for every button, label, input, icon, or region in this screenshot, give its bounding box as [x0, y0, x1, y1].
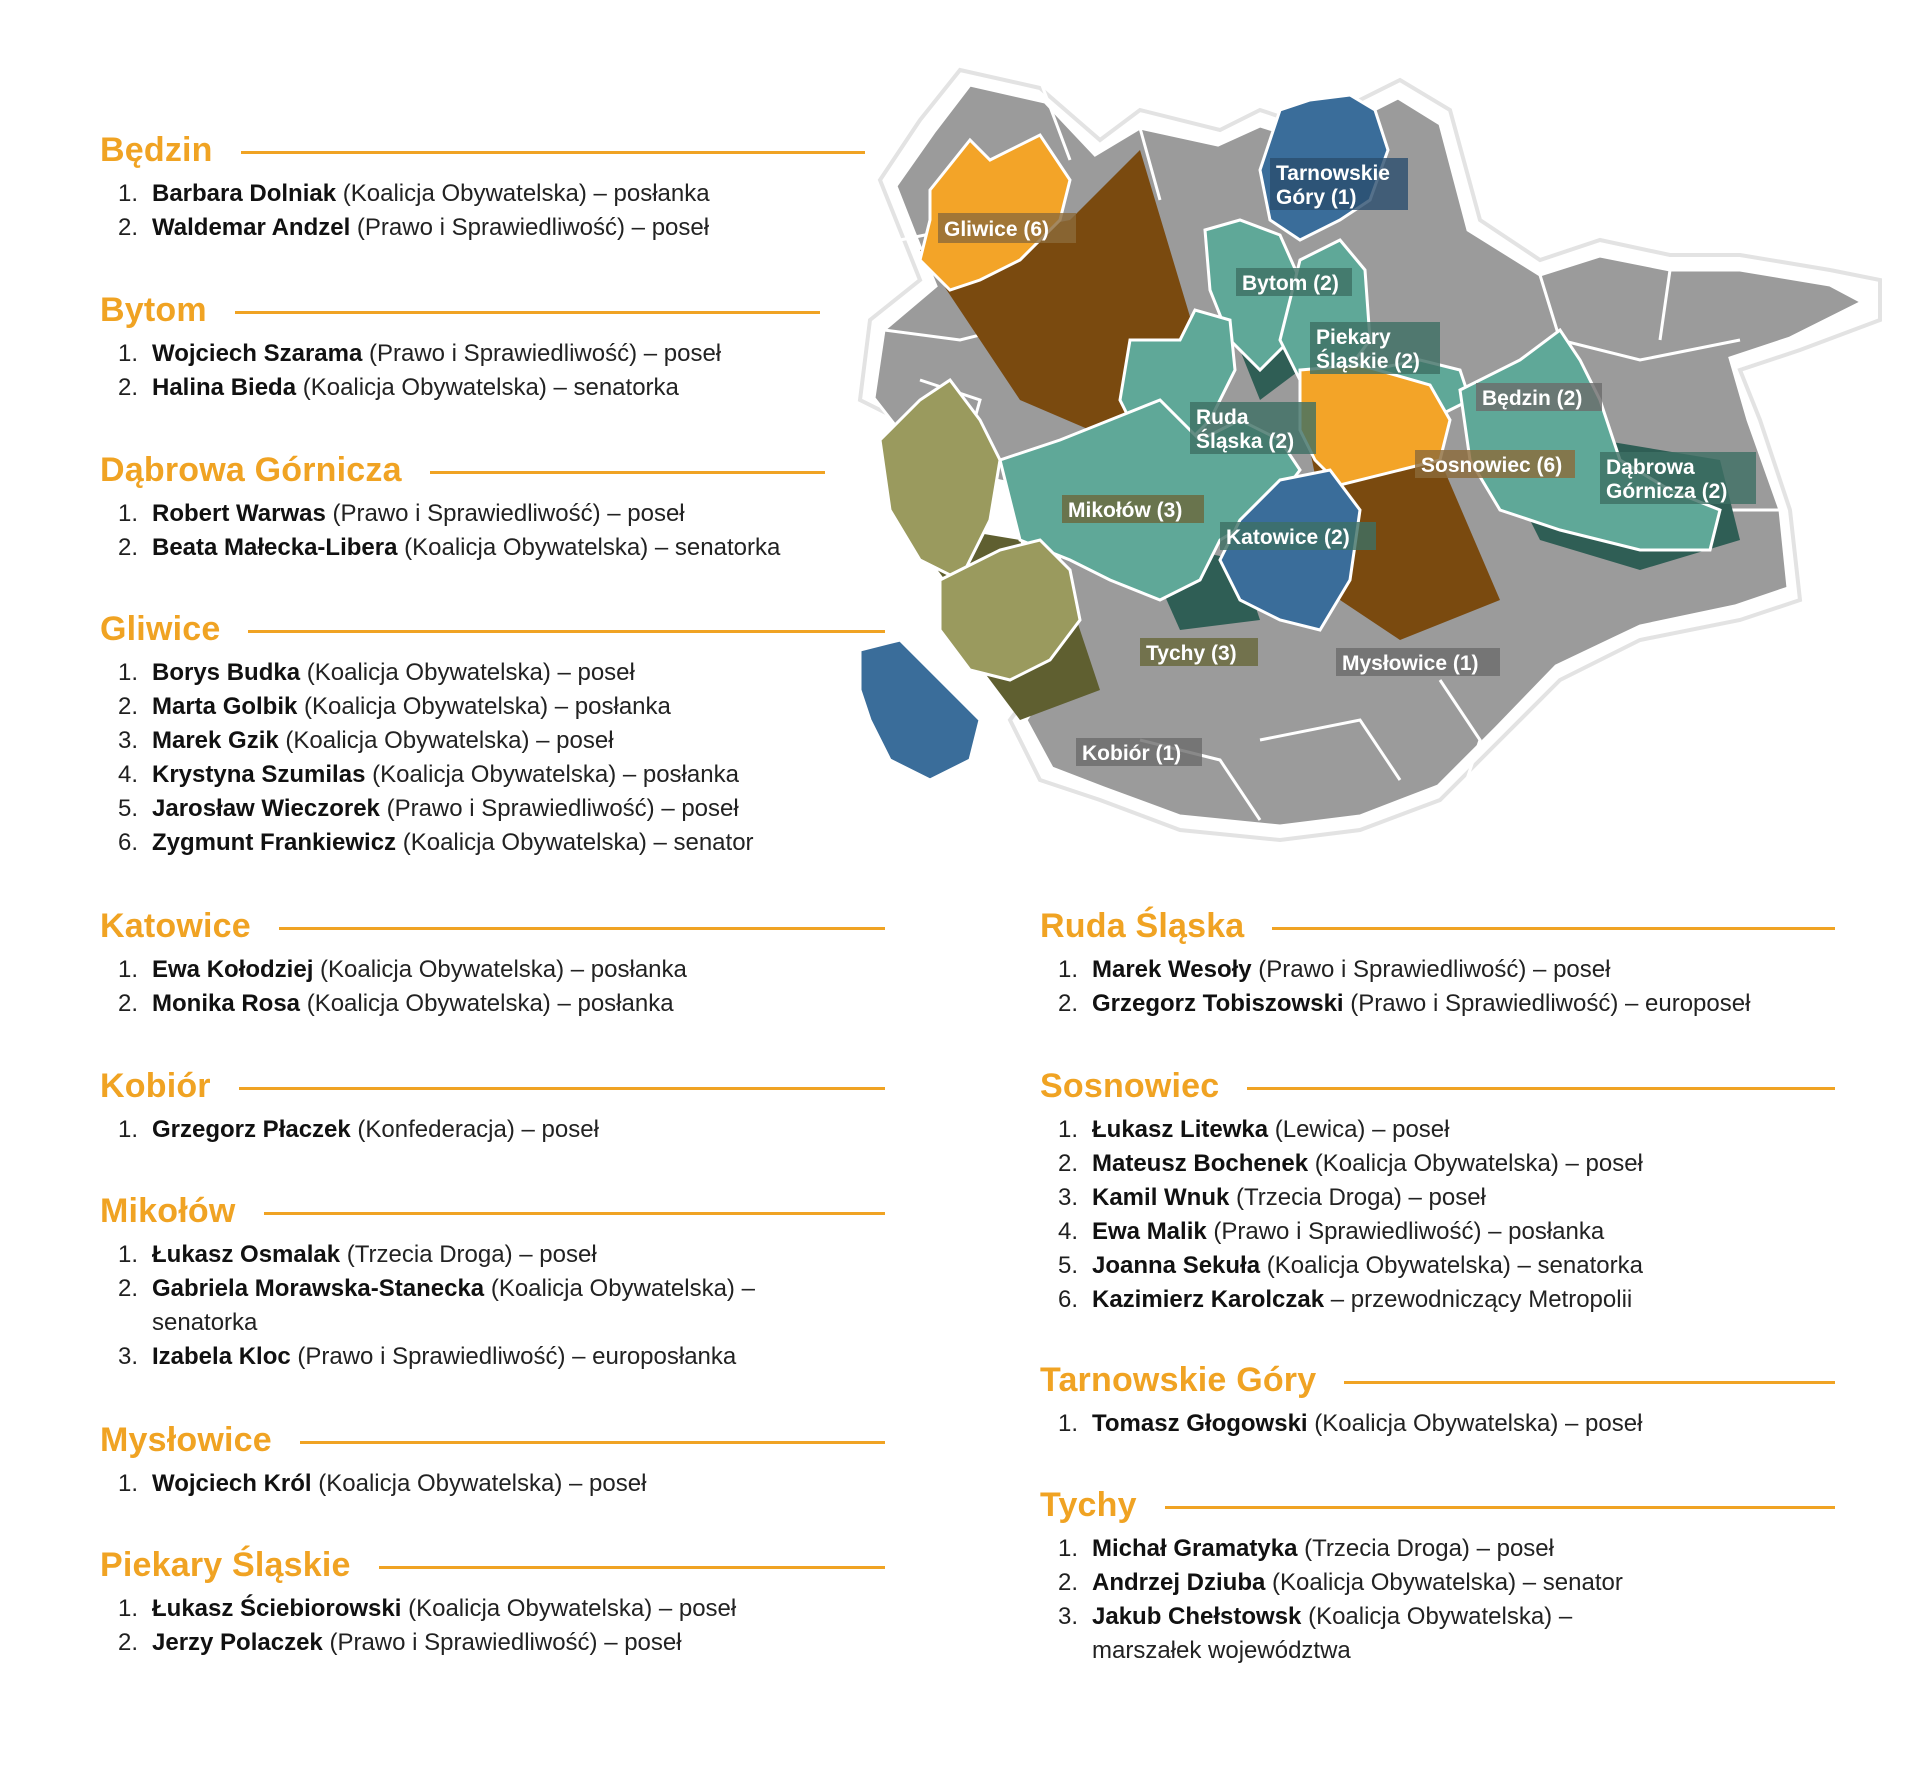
list-item [100, 656, 885, 690]
person-name: Gabriela Morawska-Stanecka [152, 1275, 485, 1302]
person-role: (Prawo i Sprawiedliwość) – poseł [379, 795, 739, 822]
item-number: 2. [118, 693, 139, 720]
person-role: (Konfederacja) – poseł [350, 1116, 599, 1143]
section-heading [100, 1417, 885, 1463]
people-list [100, 656, 885, 860]
person-name: Halina Bieda [152, 374, 297, 401]
city-name: Sosnowiec [1040, 1066, 1220, 1105]
city-name: Ruda Śląska [1040, 906, 1245, 945]
person-name: Jerzy Polaczek [152, 1629, 323, 1656]
item-number: 1. [118, 1241, 139, 1268]
people-list [100, 177, 865, 245]
person-name: Łukasz Ściebiorowski [152, 1595, 402, 1622]
item-number: 6. [118, 829, 139, 856]
person-role: (Koalicja Obywatelska) – senatorka [296, 374, 679, 401]
section-tarnowskie-gory [1040, 1357, 1835, 1441]
person-name: Wojciech Król [152, 1470, 312, 1497]
item-number: 3. [1058, 1184, 1079, 1211]
people-list [1040, 1113, 1835, 1317]
label-bytom: Bytom (2) [1242, 272, 1339, 295]
section-mikolow [100, 1188, 885, 1374]
city-name: Tychy [1040, 1485, 1137, 1524]
people-list [100, 497, 900, 565]
label-piekary-2: Śląskie (2) [1316, 350, 1420, 373]
section-heading [100, 606, 885, 652]
person-role: (Koalicja Obywatelska) – poseł [1308, 1150, 1643, 1177]
person-name: Barbara Dolniak [152, 180, 337, 207]
heading-rule [1165, 1506, 1835, 1509]
section-heading [1040, 1357, 1835, 1403]
list-item [1040, 1249, 1835, 1283]
label-tychy: Tychy (3) [1146, 642, 1237, 665]
item-number: 5. [1058, 1252, 1079, 1279]
people-list [1040, 1532, 1630, 1668]
city-name: Dąbrowa Górnicza [100, 450, 402, 489]
list-item [100, 337, 820, 371]
heading-rule [279, 927, 885, 930]
item-number: 3. [1058, 1603, 1079, 1630]
section-heading [100, 1063, 885, 1109]
heading-rule [235, 311, 820, 314]
label-sosnowiec: Sosnowiec (6) [1421, 454, 1563, 477]
list-item [100, 1626, 885, 1660]
person-role: (Prawo i Sprawiedliwość) – posłanka [1206, 1218, 1605, 1245]
item-number: 1. [1058, 1116, 1079, 1143]
list-item [100, 690, 885, 724]
section-tychy [1040, 1482, 1835, 1668]
person-role: (Prawo i Sprawiedliwość) – poseł [1251, 956, 1611, 983]
section-gliwice [100, 606, 885, 860]
people-list [100, 1592, 885, 1660]
section-bedzin [100, 127, 865, 245]
item-number: 3. [118, 727, 139, 754]
item-number: 2. [1058, 1569, 1079, 1596]
city-name: Katowice [100, 906, 251, 945]
list-item [100, 1272, 840, 1340]
item-number: 2. [1058, 1150, 1079, 1177]
person-role: (Koalicja Obywatelska) – posłanka [297, 693, 671, 720]
label-bedzin: Będzin (2) [1482, 387, 1583, 410]
person-role: (Koalicja Obywatelska) – posłanka [336, 180, 710, 207]
people-list [100, 1113, 885, 1147]
list-item [1040, 1532, 1630, 1566]
item-number: 1. [118, 500, 139, 527]
item-number: 1. [118, 1470, 139, 1497]
section-heading [1040, 1482, 1835, 1528]
person-role: (Prawo i Sprawiedliwość) – poseł [325, 500, 685, 527]
person-name: Waldemar Andzel [152, 214, 351, 241]
item-number: 2. [118, 214, 139, 241]
heading-rule [239, 1087, 885, 1090]
city-name: Mikołów [100, 1191, 236, 1230]
item-number: 1. [1058, 1535, 1079, 1562]
person-name: Łukasz Osmalak [152, 1241, 341, 1268]
person-role: (Prawo i Sprawiedliwość) – poseł [362, 340, 722, 367]
item-number: 2. [1058, 990, 1079, 1017]
section-sosnowiec [1040, 1063, 1835, 1317]
city-name: Piekary Śląskie [100, 1545, 351, 1584]
item-number: 3. [118, 1343, 139, 1370]
list-item [1040, 1147, 1835, 1181]
person-name: Jakub Chełstowsk [1092, 1603, 1302, 1630]
list-item [1040, 1113, 1835, 1147]
list-item [100, 531, 900, 565]
item-number: 1. [118, 1595, 139, 1622]
heading-rule [300, 1441, 885, 1444]
list-item [1040, 1181, 1835, 1215]
person-role: (Lewica) – poseł [1268, 1116, 1450, 1143]
person-role: – przewodniczący Metropolii [1324, 1286, 1633, 1313]
section-katowice [100, 903, 885, 1021]
list-item [100, 1113, 885, 1147]
item-number: 2. [118, 534, 139, 561]
person-role: (Trzecia Droga) – poseł [340, 1241, 597, 1268]
city-name: Kobiór [100, 1066, 211, 1105]
city-name: Tarnowskie Góry [1040, 1360, 1317, 1399]
city-name: Będzin [100, 130, 213, 169]
list-item [100, 497, 900, 531]
list-item [1040, 1407, 1835, 1441]
metropolis-map [840, 40, 1900, 880]
heading-rule [264, 1212, 885, 1215]
item-number: 1. [118, 340, 139, 367]
list-item [100, 371, 820, 405]
list-item [1040, 1215, 1835, 1249]
person-name: Kamil Wnuk [1092, 1184, 1230, 1211]
person-name: Joanna Sekuła [1092, 1252, 1261, 1279]
person-role: (Prawo i Sprawiedliwość) – europoseł [1343, 990, 1751, 1017]
city-name: Bytom [100, 290, 207, 329]
person-name: Łukasz Litewka [1092, 1116, 1269, 1143]
person-name: Jarosław Wieczorek [152, 795, 380, 822]
label-myslowice: Mysłowice (1) [1342, 652, 1479, 675]
person-role: (Koalicja Obywatelska) – posłanka [365, 761, 739, 788]
section-heading [100, 1188, 885, 1234]
heading-rule [1272, 927, 1835, 930]
person-name: Marek Wesoły [1092, 956, 1252, 983]
item-number: 1. [118, 659, 139, 686]
label-katowice: Katowice (2) [1226, 526, 1350, 549]
label-mikolow: Mikołów (3) [1068, 499, 1183, 522]
person-name: Marta Golbik [152, 693, 298, 720]
section-bytom [100, 287, 820, 405]
person-role: (Koalicja Obywatelska) – senatorka [1260, 1252, 1643, 1279]
section-dabrowa-gornicza [100, 447, 825, 565]
item-number: 1. [1058, 1410, 1079, 1437]
person-role: (Koalicja Obywatelska) – marszałek województwa [1092, 1603, 1573, 1664]
person-name: Zygmunt Frankiewicz [152, 829, 397, 856]
people-list [100, 1238, 840, 1374]
person-role: (Koalicja Obywatelska) – poseł [311, 1470, 647, 1497]
person-name: Kazimierz Karolczak [1092, 1286, 1325, 1313]
city-name: Mysłowice [100, 1420, 272, 1459]
section-heading [100, 1542, 885, 1588]
people-list [1040, 1407, 1835, 1441]
people-list [100, 337, 820, 405]
label-dabrowa-1: Dąbrowa [1606, 456, 1695, 479]
item-number: 1. [118, 180, 139, 207]
city-name: Gliwice [100, 609, 221, 648]
item-number: 2. [118, 1629, 139, 1656]
list-item [100, 1238, 840, 1272]
item-number: 2. [118, 1275, 139, 1302]
list-item [100, 1467, 885, 1501]
person-role: (Koalicja Obywatelska) – poseł [401, 1595, 737, 1622]
person-role: (Koalicja Obywatelska) – posłanka [300, 990, 674, 1017]
label-ruda-1: Ruda [1196, 406, 1249, 429]
item-number: 1. [118, 956, 139, 983]
list-item [100, 792, 885, 826]
list-item [100, 987, 885, 1021]
section-heading [100, 127, 865, 173]
section-heading [100, 447, 825, 493]
label-tarnowskie-2: Góry (1) [1276, 186, 1357, 209]
list-item [100, 1592, 885, 1626]
list-item [100, 211, 865, 245]
person-name: Grzegorz Tobiszowski [1092, 990, 1344, 1017]
heading-rule [1247, 1087, 1835, 1090]
item-number: 4. [118, 761, 139, 788]
heading-rule [241, 151, 865, 154]
heading-rule [379, 1566, 885, 1569]
person-role: (Koalicja Obywatelska) – senator [1265, 1569, 1623, 1596]
person-role: (Prawo i Sprawiedliwość) – poseł [322, 1629, 682, 1656]
people-list [1040, 953, 1835, 1021]
label-dabrowa-2: Górnicza (2) [1606, 480, 1728, 503]
list-item [100, 758, 885, 792]
person-role: (Koalicja Obywatelska) – senatorka [152, 1275, 755, 1336]
person-role: (Koalicja Obywatelska) – poseł [300, 659, 635, 686]
section-piekary-slaskie [100, 1542, 885, 1660]
list-item [1040, 1566, 1630, 1600]
label-tarnowskie-1: Tarnowskie [1276, 162, 1390, 185]
person-name: Michał Gramatyka [1092, 1535, 1298, 1562]
heading-rule [248, 630, 885, 633]
item-number: 2. [118, 990, 139, 1017]
section-heading [100, 903, 885, 949]
person-name: Ewa Kołodziej [152, 956, 314, 983]
person-role: (Koalicja Obywatelska) – poseł [1307, 1410, 1643, 1437]
person-role: (Trzecia Droga) – poseł [1297, 1535, 1554, 1562]
item-number: 5. [118, 795, 139, 822]
section-kobior [100, 1063, 885, 1147]
person-name: Robert Warwas [152, 500, 326, 527]
heading-rule [430, 471, 825, 474]
label-gliwice: Gliwice (6) [944, 218, 1050, 241]
item-number: 2. [118, 374, 139, 401]
section-heading [1040, 1063, 1835, 1109]
person-role: (Trzecia Droga) – poseł [1229, 1184, 1486, 1211]
person-name: Mateusz Bochenek [1092, 1150, 1309, 1177]
list-item [100, 724, 885, 758]
person-role: (Koalicja Obywatelska) – senator [396, 829, 754, 856]
person-name: Izabela Kloc [152, 1343, 291, 1370]
person-role: (Prawo i Sprawiedliwość) – poseł [350, 214, 710, 241]
item-number: 4. [1058, 1218, 1079, 1245]
people-list [100, 953, 885, 1021]
person-role: (Koalicja Obywatelska) – posłanka [313, 956, 687, 983]
person-name: Ewa Malik [1092, 1218, 1207, 1245]
list-item [1040, 987, 1835, 1021]
person-name: Borys Budka [152, 659, 301, 686]
list-item [100, 177, 865, 211]
item-number: 6. [1058, 1286, 1079, 1313]
label-ruda-2: Śląska (2) [1196, 430, 1295, 453]
item-number: 1. [1058, 956, 1079, 983]
list-item [1040, 953, 1835, 987]
section-heading [1040, 903, 1835, 949]
person-role: (Prawo i Sprawiedliwość) – europosłanka [290, 1343, 737, 1370]
list-item [1040, 1600, 1630, 1668]
section-ruda-slaska [1040, 903, 1835, 1021]
person-name: Beata Małecka-Libera [152, 534, 398, 561]
person-name: Grzegorz Płaczek [152, 1116, 351, 1143]
person-name: Krystyna Szumilas [152, 761, 366, 788]
label-piekary-1: Piekary [1316, 326, 1391, 349]
people-list [100, 1467, 885, 1501]
person-name: Tomasz Głogowski [1092, 1410, 1308, 1437]
list-item [100, 826, 885, 860]
list-item [100, 953, 885, 987]
person-role: (Koalicja Obywatelska) – poseł [278, 727, 614, 754]
section-myslowice [100, 1417, 885, 1501]
label-kobior: Kobiór (1) [1082, 742, 1182, 765]
person-name: Monika Rosa [152, 990, 301, 1017]
person-role: (Koalicja Obywatelska) – senatorka [397, 534, 781, 561]
section-heading [100, 287, 820, 333]
person-name: Wojciech Szarama [152, 340, 363, 367]
person-name: Andrzej Dziuba [1092, 1569, 1266, 1596]
list-item [100, 1340, 840, 1374]
heading-rule [1344, 1381, 1835, 1384]
item-number: 1. [118, 1116, 139, 1143]
person-name: Marek Gzik [152, 727, 279, 754]
list-item [1040, 1283, 1835, 1317]
